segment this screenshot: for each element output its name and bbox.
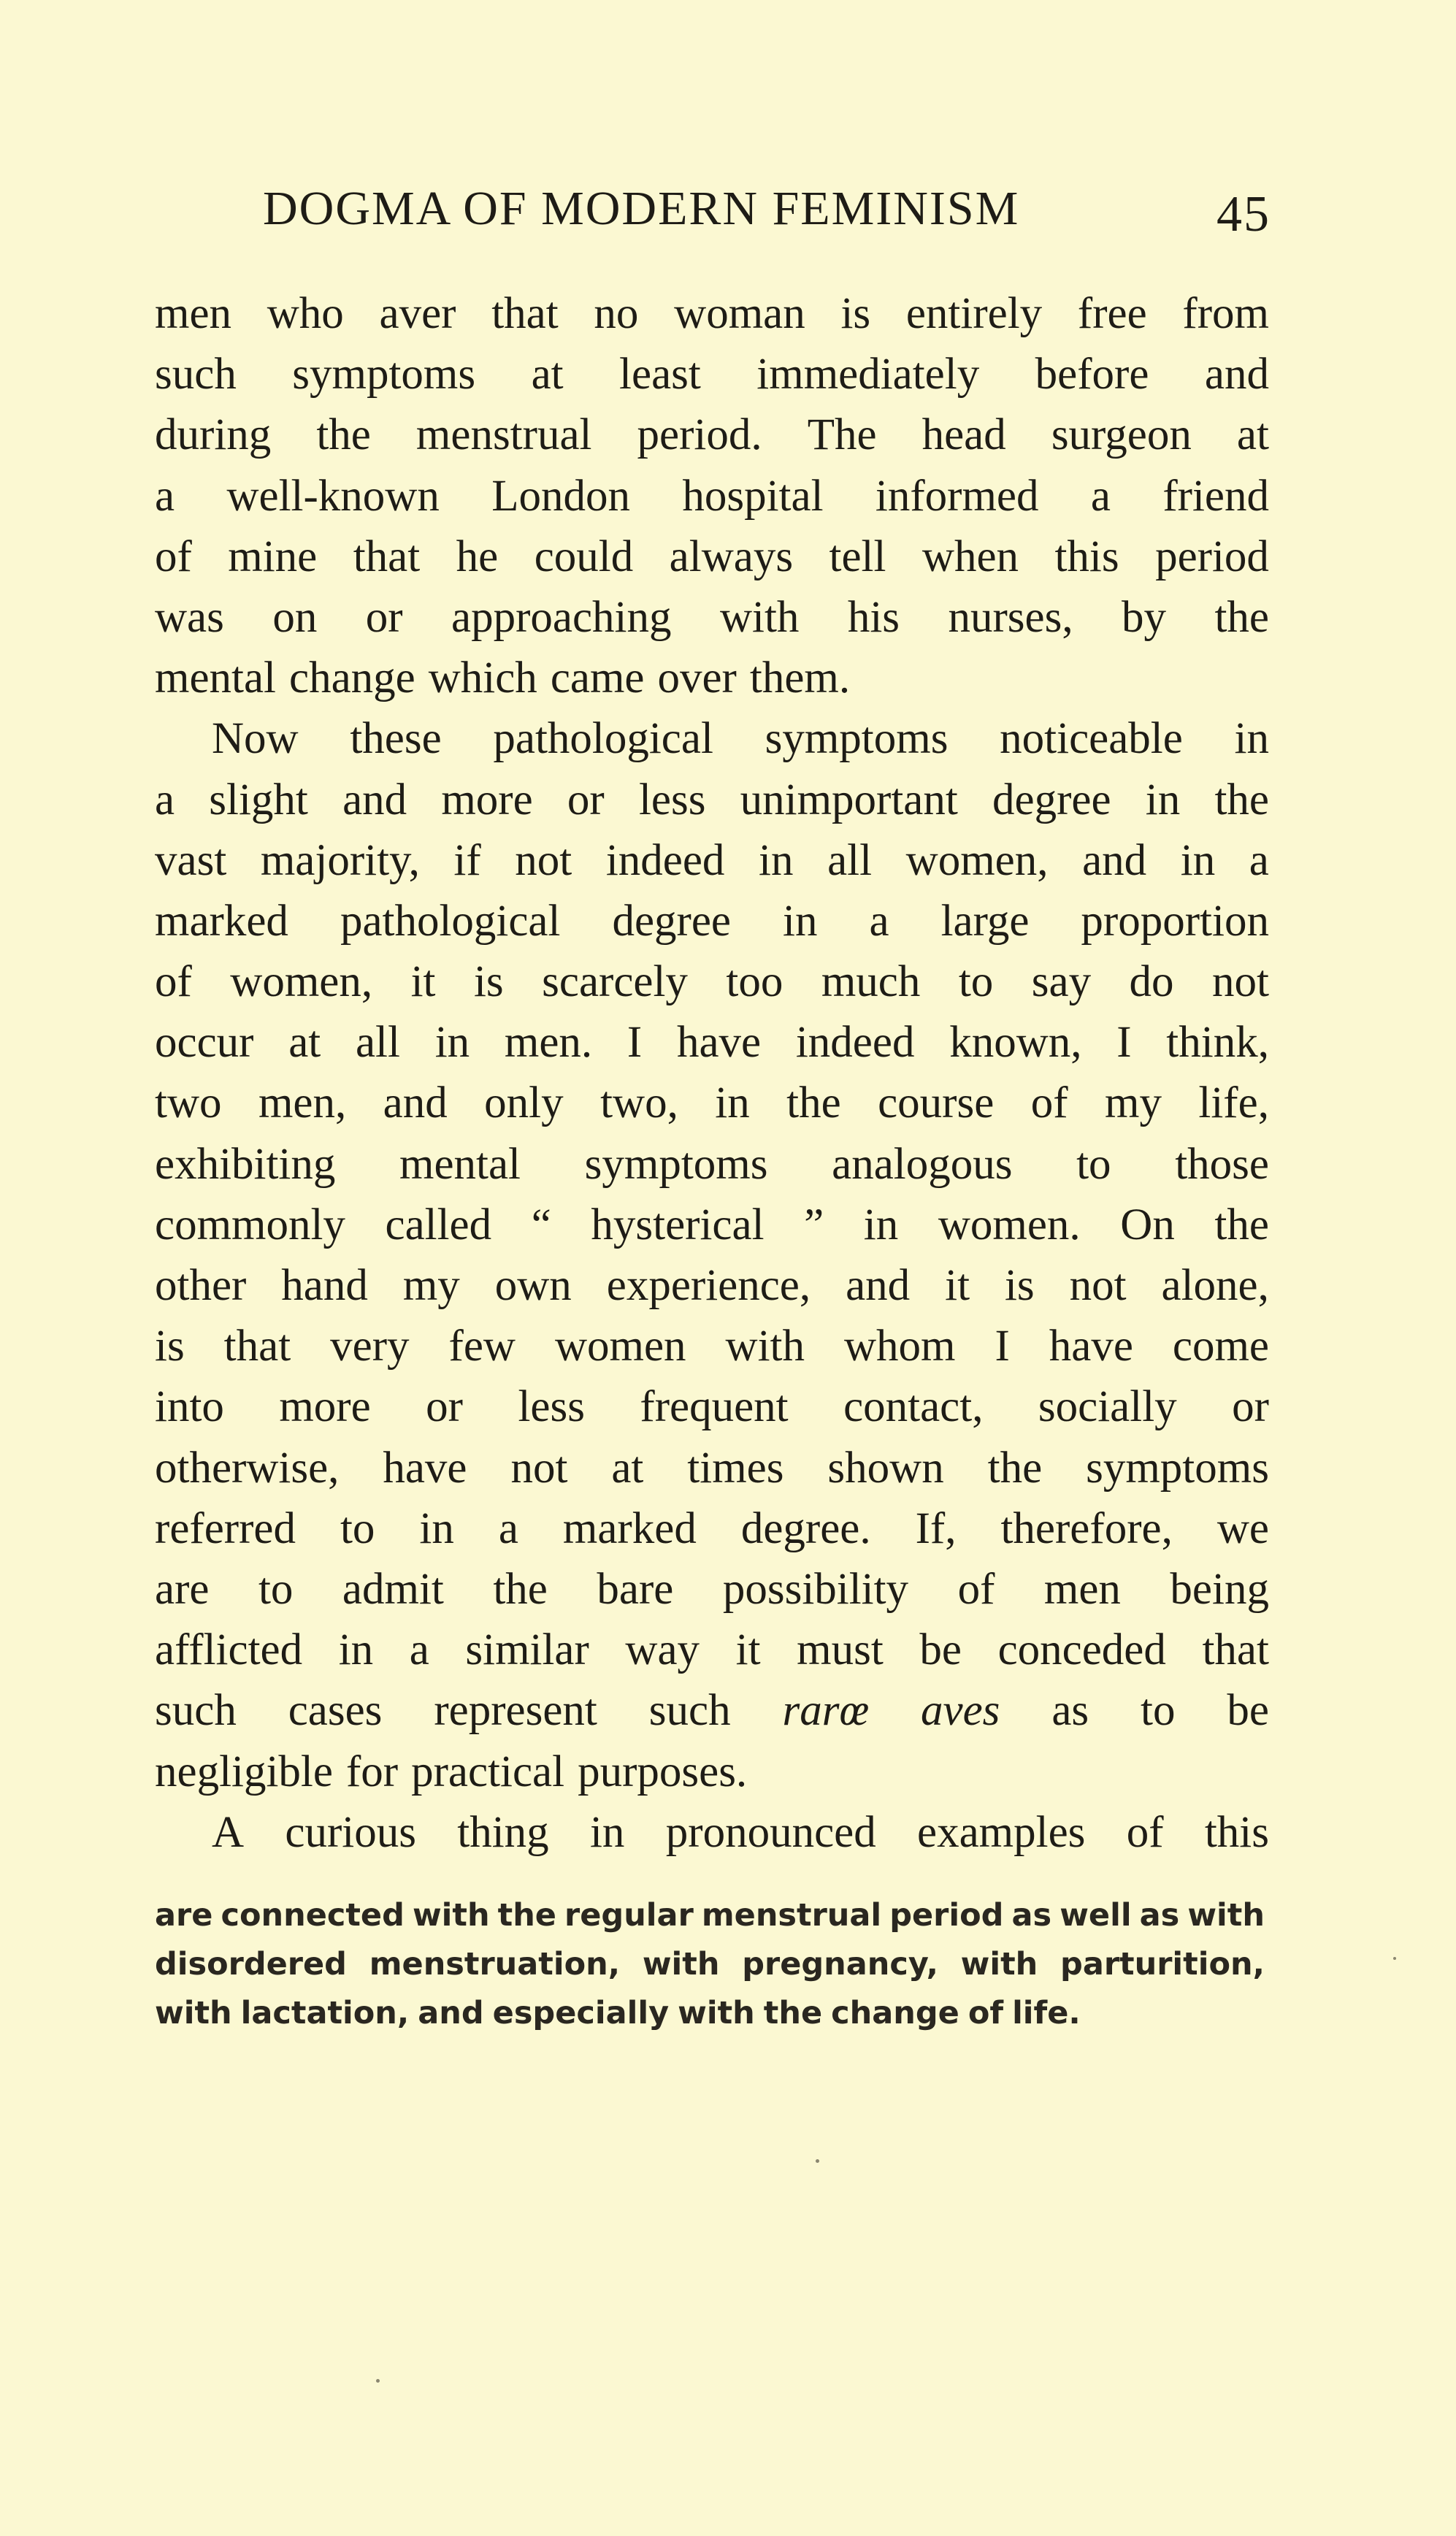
body-text-line: was on or approaching with his nurses, by the [155,592,1269,642]
footnote-line: with lactation, and especially with the change of life. [155,1995,1081,2031]
body-text-line: exhibiting mental symptoms analogous to those [155,1139,1269,1189]
body-text-line: referred to in a marked degree. If, therefore, we [155,1503,1269,1553]
body-text-line: Now these pathological symptoms noticeable in [212,714,1269,764]
body-text-line: otherwise, have not at times shown the symptoms [155,1443,1269,1493]
body-text-line: A curious thing in pronounced examples of this [212,1807,1269,1857]
body-text-line: other hand my own experience, and it is not alone, [155,1261,1269,1310]
footnote [155,1891,1265,2038]
body-text-line: such symptoms at least immediately before and [155,350,1269,399]
paper-speck [816,2159,819,2163]
body-text-line: are to admit the bare possibility of men being [155,1564,1269,1614]
page-header [263,181,1271,247]
body-text-line: is that very few women with whom I have come [155,1322,1269,1371]
body-text [155,283,1269,1863]
body-text-line: afflicted in a similar way it must be conceded that [155,1625,1269,1675]
running-title: DOGMA OF MODERN FEMINISM [263,182,1020,235]
paper-speck [376,2379,380,2383]
footnote-line: disordered menstruation, with pregnancy, with parturition, [155,1946,1265,1983]
body-text-line: two men, and only two, in the course of my life, [155,1079,1269,1128]
body-text-line: a well-known London hospital informed a friend [155,471,1269,521]
body-text-line: such cases represent such rarœ aves as to be [155,1686,1269,1736]
footnote-line: are connected with the regular menstrual period as well as with [155,1897,1265,1934]
body-text-line: of women, it is scarcely too much to say do not [155,957,1269,1007]
body-text-line: of mine that he could always tell when this period [155,532,1269,581]
body-text-line: marked pathological degree in a large proportion [155,896,1269,946]
body-text-line: during the menstrual period. The head surgeon at [155,410,1269,460]
body-text-line: a slight and more or less unimportant degree in the [155,775,1269,824]
page-number: 45 [1216,186,1271,242]
body-text-line: commonly called “ hysterical ” in women. On the [155,1200,1269,1249]
body-text-line: vast majority, if not indeed in all women, and in a [155,835,1269,885]
paper-speck [1393,1957,1396,1960]
body-text-line: occur at all in men. I have indeed known, I think, [155,1018,1269,1068]
body-text-line: into more or less frequent contact, socially or [155,1382,1269,1432]
body-text-line: negligible for practical purposes. [155,1747,748,1796]
body-text-line: men who aver that no woman is entirely free from [155,289,1269,338]
body-text-line: mental change which came over them. [155,654,851,703]
